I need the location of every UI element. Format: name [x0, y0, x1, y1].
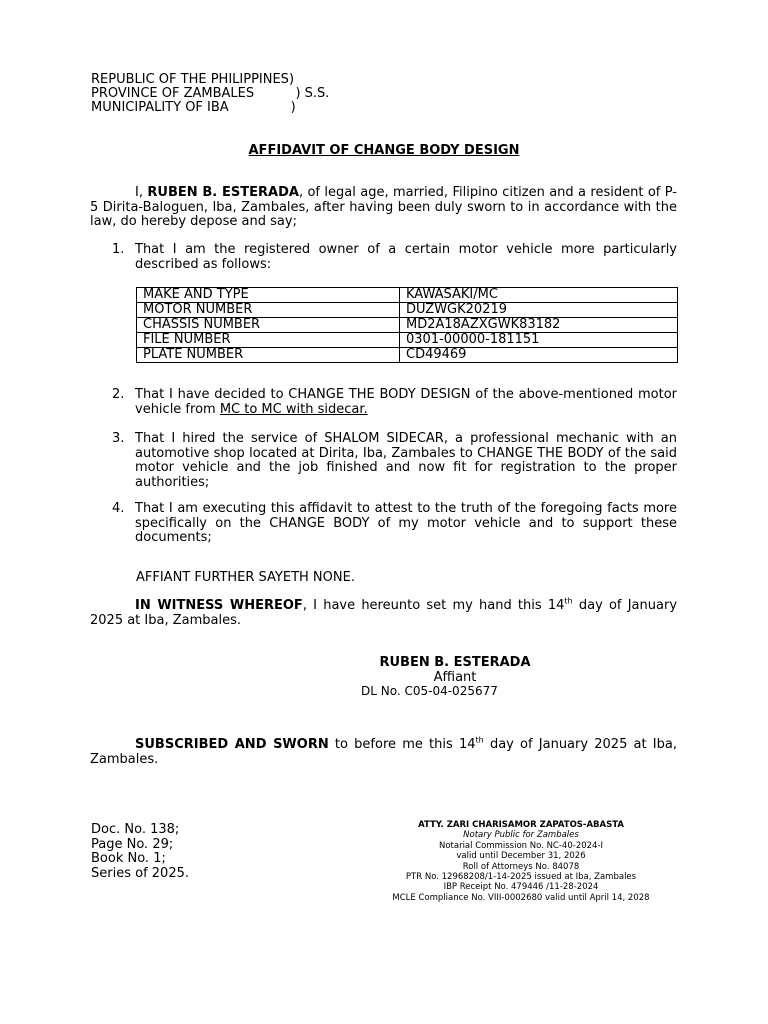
item-text-underlined: MC to MC with sidecar.: [219, 401, 368, 417]
intro-pre: I,: [135, 185, 148, 200]
notary-block: [340, 820, 702, 903]
table-cell-value: MD2A18AZXGWK83182: [400, 318, 678, 333]
table-cell-label: MOTOR NUMBER: [137, 303, 400, 318]
notary-title: Notary Public for Zambales: [463, 830, 579, 841]
table-row: [137, 333, 678, 348]
intro-rest: , of legal age, married, Filipino citizen and a resident of P-5 Dirita-Baloguen, Iba, Zambales, after having been duly sworn to in accordance with the law, do hereby depose and say;: [90, 185, 677, 229]
intro-paragraph: [90, 186, 677, 230]
list-item: [90, 243, 677, 272]
item-number: 1.: [112, 242, 125, 257]
item-text: That I am executing this affidavit to attest to the truth of the foregoing facts more specifically on the CHANGE BODY of my motor vehicle and to support these documents;: [135, 501, 677, 545]
doc-number: Doc. No. 138;: [91, 822, 180, 837]
jurat-pre: to before me this 14: [328, 737, 476, 752]
caption-province: PROVINCE OF ZAMBALES ) S.S.: [91, 86, 330, 101]
page-number: Page No. 29;: [91, 836, 174, 852]
table-cell-value: 0301-00000-181151: [400, 333, 678, 348]
witness-bold: IN WITNESS WHEREOF: [135, 598, 303, 613]
notary-roll: Roll of Attorneys No. 84078: [462, 861, 580, 872]
further-sayeth: AFFIANT FURTHER SAYETH NONE.: [136, 570, 355, 585]
table-row: [137, 288, 678, 303]
notary-valid: valid until December 31, 2026: [456, 851, 586, 862]
jurat-post: day of January 2025 at Iba, Zambales.: [90, 737, 677, 767]
caption-republic: REPUBLIC OF THE PHILIPPINES): [91, 72, 295, 87]
item-text: That I am the registered owner of a certain motor vehicle more particularly described as follows:: [135, 242, 677, 272]
affiant-name: RUBEN B. ESTERADA: [379, 655, 531, 670]
item-text: That I hired the service of SHALOM SIDECAR, a professional mechanic with an automotive shop located at Dirita, Iba, Zambales to CHANGE THE BODY of the said motor vehicle and the job finished and now fit for registration to the proper authorities;: [135, 431, 677, 490]
table-cell-value: DUZWGK20219: [400, 303, 678, 318]
affiant-role: Affiant: [433, 669, 477, 685]
vehicle-details-table: [136, 287, 678, 363]
table-cell-label: FILE NUMBER: [137, 333, 400, 348]
notary-mcle: MCLE Compliance No. VIII-0002680 valid until April 14, 2028: [392, 892, 650, 903]
notary-ibp: IBP Receipt No. 479446 /11-28-2024: [443, 882, 599, 893]
series: Series of 2025.: [91, 865, 189, 881]
affiant-block: [355, 656, 555, 685]
item-number: 3.: [112, 431, 125, 446]
affiant-dl: DL No. C05-04-025677: [361, 684, 498, 698]
item-number: 2.: [112, 387, 125, 402]
item-text-pre: That I have decided to CHANGE THE BODY DESIGN of the above-mentioned motor vehicle from: [135, 387, 677, 417]
table-cell-label: PLATE NUMBER: [137, 348, 400, 363]
item-text: [135, 388, 677, 417]
jurat-paragraph: [90, 735, 677, 767]
table-cell-label: CHASSIS NUMBER: [137, 318, 400, 333]
witness-sup: th: [564, 596, 573, 606]
jurat-sup: th: [475, 735, 484, 745]
caption-municipality: MUNICIPALITY OF IBA ): [91, 100, 296, 115]
book-number: Book No. 1;: [91, 851, 166, 866]
list-item: [90, 502, 677, 546]
table-row: [137, 348, 678, 363]
list-item: [90, 432, 677, 490]
item-number: 4.: [112, 501, 125, 516]
notary-ptr: PTR No. 12968208/1-14-2025 issued at Iba, Zambales: [405, 872, 637, 883]
table-row: [137, 318, 678, 333]
table-cell-value: KAWASAKI/MC: [400, 288, 678, 303]
table-row: [137, 303, 678, 318]
document-title: AFFIDAVIT OF CHANGE BODY DESIGN: [248, 143, 520, 158]
witness-pre: , I have hereunto set my hand this 14: [302, 598, 565, 613]
witness-post: day of January 2025 at Iba, Zambales.: [90, 598, 678, 628]
list-item: [90, 388, 677, 417]
table-cell-value: CD49469: [400, 348, 678, 363]
table-cell-label: MAKE AND TYPE: [137, 288, 400, 303]
witness-paragraph: [90, 596, 678, 628]
notary-name: ATTY. ZARI CHARISAMOR ZAPATOS-ABASTA: [418, 820, 624, 830]
affiant-name-inline: RUBEN B. ESTERADA: [147, 185, 299, 200]
doc-info-block: [91, 823, 189, 881]
jurat-bold: SUBSCRIBED AND SWORN: [135, 737, 329, 752]
notary-commission: Notarial Commission No. NC-40-2024-I: [438, 840, 604, 851]
